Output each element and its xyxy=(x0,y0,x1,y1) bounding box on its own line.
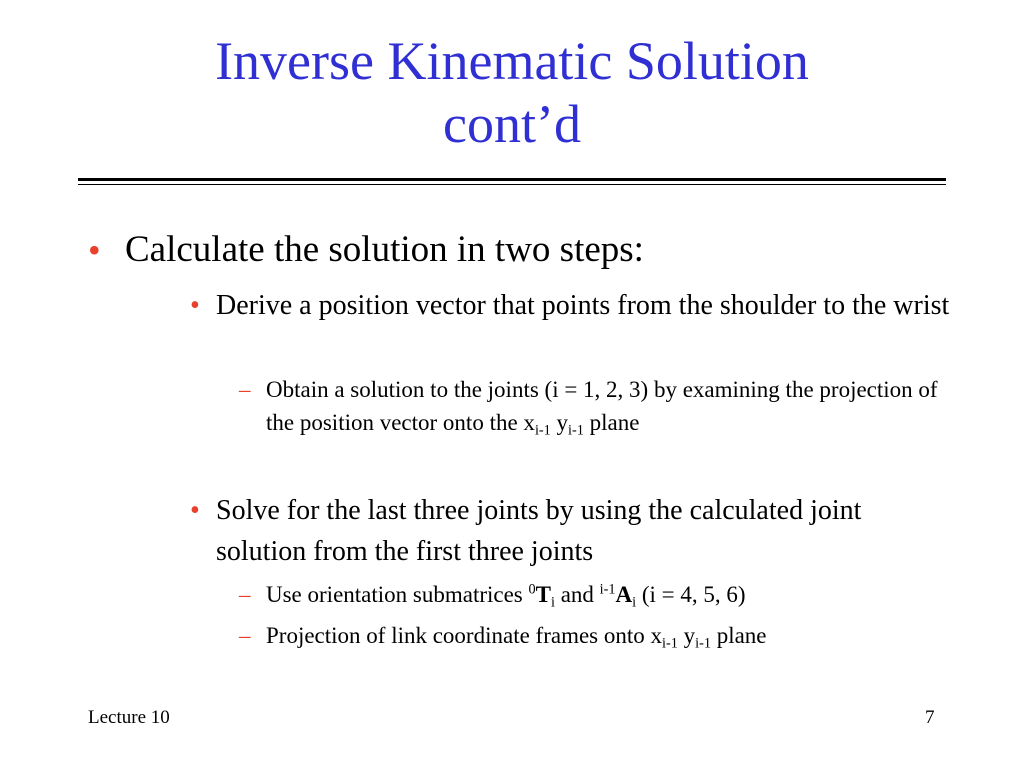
bullet-dot-icon: • xyxy=(88,230,101,270)
step-2-sub-1-text: Use orientation submatrices $^0T_i$ and $^{i-1}A_i$ (i = 4, 5, 6) xyxy=(266,581,746,611)
bullet-dot-icon: • xyxy=(190,495,200,526)
title-divider-thick xyxy=(78,178,946,181)
step-1-sub-bullet xyxy=(239,373,959,439)
dash-icon: – xyxy=(239,623,251,648)
bullet-dot-icon: • xyxy=(190,290,200,321)
step-2-sub-2-text: Projection of link coordinate frames onto $x_{i-1}$ $y_{i-1}$ plane xyxy=(266,623,767,652)
step-2-text: Solve for the last three joints by using the calculated joint solution from the first three joints xyxy=(216,495,862,567)
main-bullet-text: Calculate the solution in two steps: xyxy=(125,229,644,270)
step-1-text: Derive a position vector that points from the shoulder to the wrist xyxy=(216,290,950,321)
title-line-2: cont’d xyxy=(443,94,581,154)
step-1-sub-text: Obtain a solution to the joints (i = 1, 2, 3) by examining the projection of the position vector onto the $x_{i-1}$ $y_{i-1}$ plane xyxy=(266,377,938,439)
step-1-bullet xyxy=(190,285,950,326)
slide-title xyxy=(0,30,1024,156)
step-2-sub-bullet-1 xyxy=(239,578,959,611)
title-line-1: Inverse Kinematic Solution xyxy=(215,31,809,91)
dash-icon: – xyxy=(239,582,251,607)
title-divider-thin xyxy=(78,184,946,185)
step-2-bullet xyxy=(190,490,950,572)
footer-lecture-label: Lecture 10 xyxy=(88,707,170,728)
step-2-sub-bullet-2 xyxy=(239,619,959,652)
page-number: 7 xyxy=(925,707,935,728)
dash-icon: – xyxy=(239,377,251,402)
